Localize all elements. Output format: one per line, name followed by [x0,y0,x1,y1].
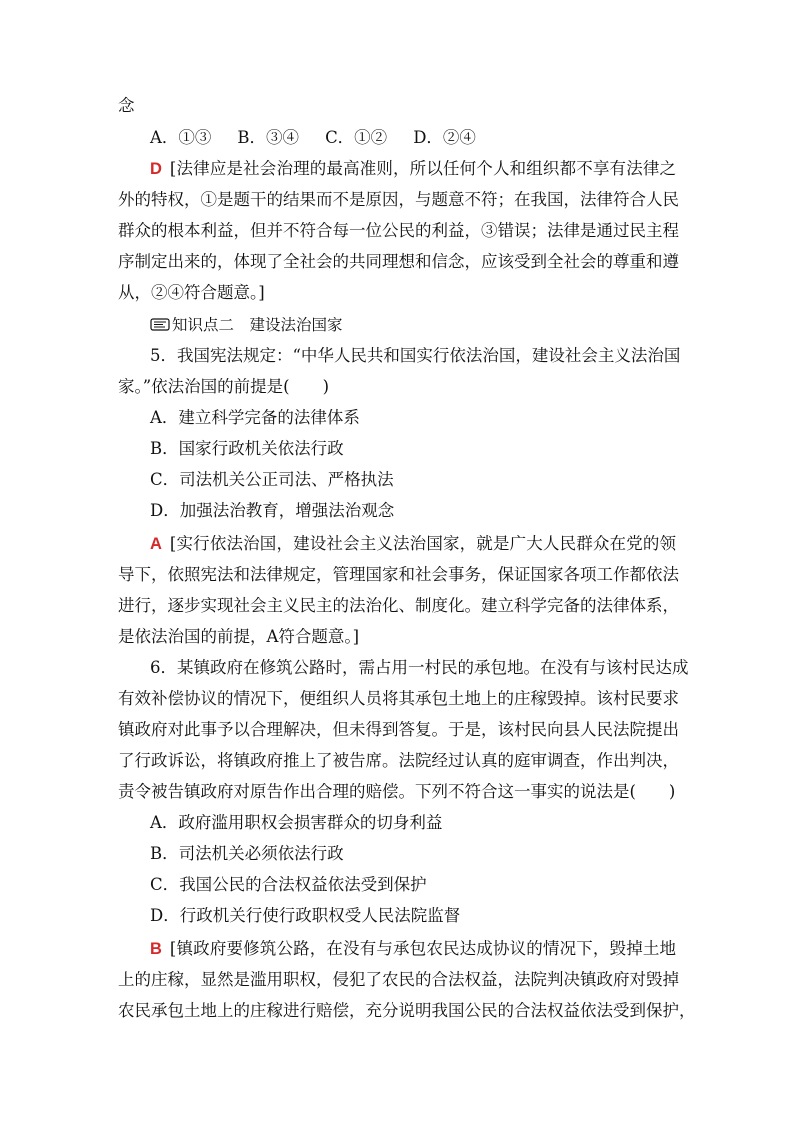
q6-stem-line: 有效补偿协议的情况下，便组织人员将其承包土地上的庄稼毁掉。该村民要求 [118,689,679,708]
q4-stem-tail: 念 [118,96,135,115]
q5-option-c: C．司法机关公正司法、严格执法 [150,470,394,489]
q4-explanation-line: [法律应是社会治理的最高准则，所以任何个人和组织都不享有法律之 [169,159,676,178]
q6-stem-line: 镇政府对此事予以合理解决，但未得到答复。于是，该村民向县人民法院提出 [118,720,679,739]
q6-stem-line: 了行政诉讼，将镇政府推上了被告席。法院经过认真的庭审调查，作出判决， [118,751,679,770]
q4-option-b: B．③④ [237,128,300,147]
q6-option-c: C．我国公民的合法权益依法受到保护 [150,875,427,894]
q4-explanation-line: 群众的根本利益，但并不符合每一位公民的利益，③错误；法律是通过民主程 [118,221,679,240]
q4-explanation-line: 外的特权，①是题干的结果而不是原因，与题意不符；在我国，法律符合人民 [118,190,679,209]
q5-explanation-line: 进行，逐步实现社会主义民主的法治化、制度化。建立科学完备的法律体系， [118,596,679,615]
q5-answer: A [150,535,162,553]
q4-explanation-line: 从，②④符合题意。] [118,283,265,302]
q5-answer-line [150,533,676,555]
q5-stem-line: 5．我国宪法规定：“中华人民共和国实行依法治国，建设社会主义法治国 [150,346,681,365]
q4-answer: D [150,160,162,178]
q4-option-d: D．②④ [413,128,476,147]
knowledge-point-icon [150,315,170,328]
q6-option-d: D．行政机关行使行政职权受人民法院监督 [150,906,461,925]
q6-option-a: A．政府滥用职权会损害群众的切身利益 [150,813,443,832]
q5-explanation-line: 是依法治国的前提，A符合题意。] [118,627,360,646]
q6-explanation-line: 上的庄稼，显然是滥用职权，侵犯了农民的合法权益，法院判决镇政府对毁掉 [118,970,679,989]
q5-explanation-line: [实行依法治国，建设社会主义法治国家，就是广大人民群众在党的领 [169,534,676,553]
section-heading [150,314,343,336]
q6-explanation-line: [镇政府要修筑公路，在没有与承包农民达成协议的情况下，毁掉土地 [169,939,676,958]
q4-answer-line [150,158,676,180]
q5-option-d: D．加强法治教育，增强法治观念 [150,501,395,520]
q6-stem-line: 责令被告镇政府对原告作出合理的赔偿。下列不符合这一事实的说法是( ) [118,782,676,801]
q5-explanation-line: 导下，依照宪法和法律规定，管理国家和社会事务，保证国家各项工作都依法 [118,565,679,584]
section-title: 知识点二 建设法治国家 [172,316,343,334]
q6-explanation-line: 农民承包土地上的庄稼进行赔偿，充分说明我国公民的合法权益依法受到保护， [118,1001,696,1020]
q6-stem-line: 6．某镇政府在修筑公路时，需占用一村民的承包地。在没有与该村民达成 [150,658,689,677]
q4-explanation-line: 序制定出来的，体现了全社会的共同理想和信念，应该受到全社会的尊重和遵 [118,252,679,271]
q4-options [150,127,502,149]
q5-option-a: A．建立科学完备的法律体系 [150,408,360,427]
q6-answer-line [150,938,676,960]
q5-stem-line: 家。”依法治国的前提是( ) [118,377,330,396]
q5-option-b: B．国家行政机关依法行政 [150,439,344,458]
q4-option-c: C．①② [325,128,388,147]
q6-option-b: B．司法机关必须依法行政 [150,844,344,863]
q4-option-a: A．①③ [150,128,212,147]
q6-answer: B [150,940,162,958]
